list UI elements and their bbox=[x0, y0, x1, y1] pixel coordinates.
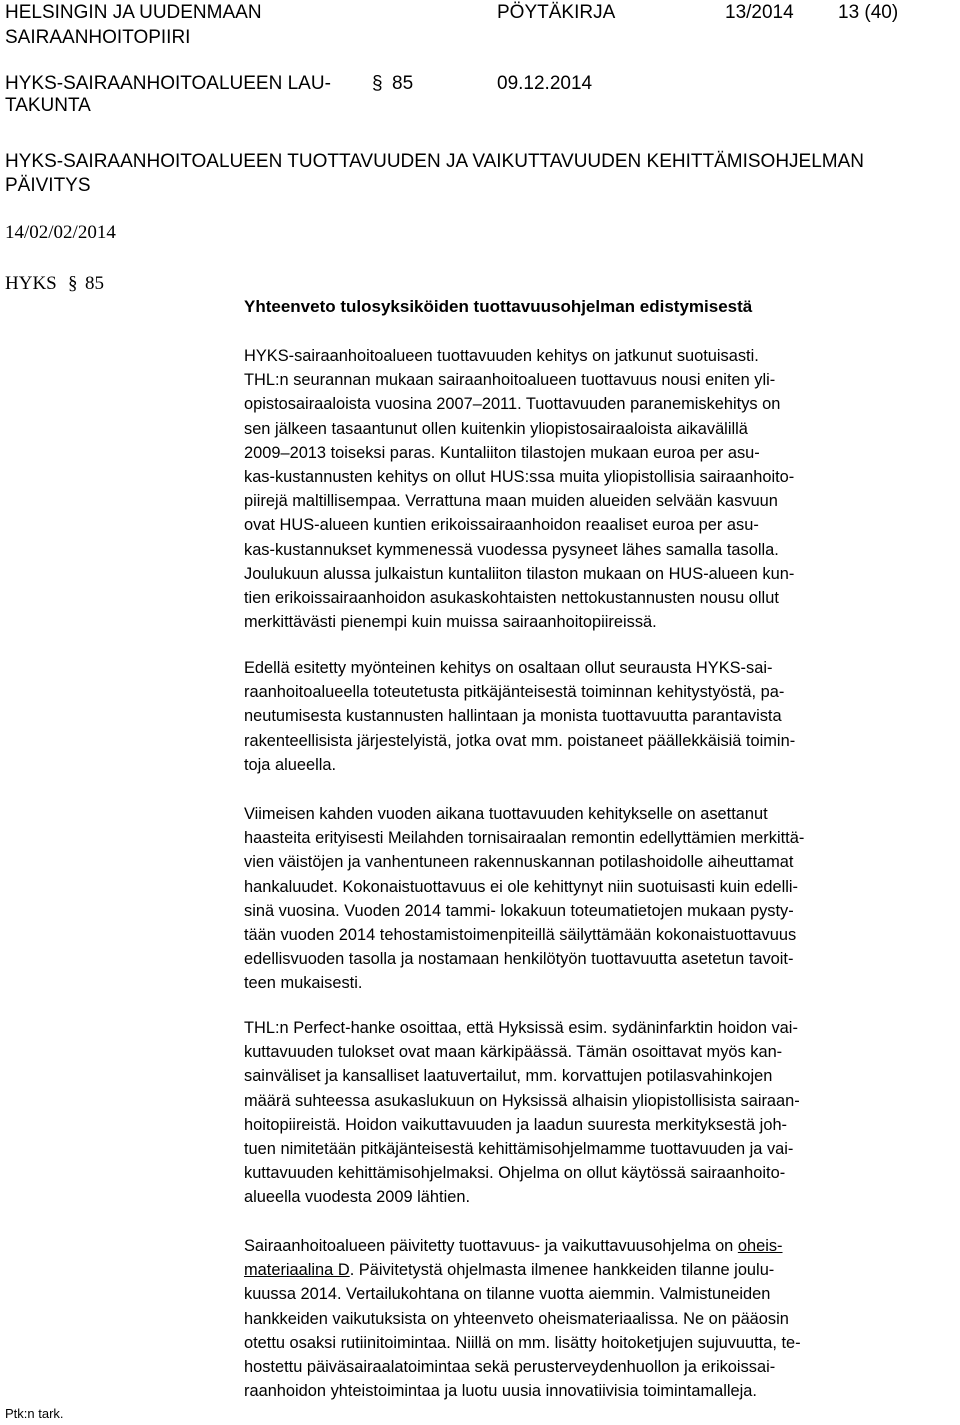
text-line: toja alueella. bbox=[244, 755, 337, 774]
text-line: edellisvuoden tasolla ja nostamaan henkilötyön tuottavuutta asetetun tavoit- bbox=[244, 950, 794, 969]
section-number: 85 bbox=[392, 73, 414, 94]
text-line: Viimeisen kahden vuoden aikana tuottavuuden kehitykselle on asettanut bbox=[244, 805, 768, 823]
attachment-link[interactable]: materiaalina D bbox=[244, 1261, 350, 1280]
doc-type: PÖYTÄKIRJA bbox=[497, 2, 616, 23]
page-title-line1: HYKS-SAIRAANHOITOALUEEN TUOTTAVUUDEN JA VAIKUTTAVUUDEN KEHITTÄMISOHJELMAN bbox=[5, 151, 864, 172]
text-segment: . Päivitetystä ohjelmasta ilmenee hankkeiden tilanne joulu- bbox=[349, 1261, 775, 1280]
text-line: kuttavuuden kehittämisohjelmaksi. Ohjelma on ollut käytössä sairaanhoito- bbox=[244, 1164, 786, 1183]
org-name-line1: HELSINGIN JA UUDENMAAN bbox=[5, 2, 262, 23]
text-line: neutumisesta kustannusten hallintaan ja monista tuottavuutta parantavista bbox=[244, 707, 782, 726]
paragraph-3 bbox=[244, 802, 956, 996]
minutes-checker-label: Ptk:n tark. bbox=[5, 1406, 64, 1421]
page-number: 13 (40) bbox=[838, 2, 899, 23]
text-line bbox=[244, 1258, 956, 1282]
text-line: THL:n seurannan mukaan sairaanhoitoalueen tuottavuus nousi eniten yli- bbox=[244, 371, 776, 390]
meeting-date: 09.12.2014 bbox=[497, 73, 593, 94]
text-line: piirejä maltillisempaa. Verrattuna maan muiden alueiden selvään kasvuun bbox=[244, 492, 778, 511]
text-line: vien väistöjen ja vanhentuneen rakennuskannan potilashoidolle aiheuttamat bbox=[244, 853, 794, 872]
text-line: hoitopiireistä. Hoidon vaikuttavuuden ja laadun suuresta merkityksestä joh- bbox=[244, 1115, 788, 1134]
text-line: hankaluudet. Kokonaistuottavuus ei ole kehittynyt niin suotuisasti kuin edelli- bbox=[244, 877, 798, 896]
section-subtitle: Yhteenveto tulosyksiköiden tuottavuusohjelman edistymisestä bbox=[244, 297, 753, 316]
text-line: kas-kustannukset kymmenessä vuodessa pysyneet lähes samalla tasolla. bbox=[244, 540, 779, 559]
section-ref-number: 85 bbox=[85, 273, 104, 294]
paragraph-2 bbox=[244, 656, 956, 777]
text-line: sen jälkeen tasaantunut ollen kuitenkin yliopistosairaaloista aikavälillä bbox=[244, 419, 748, 438]
text-line: teen mukaisesti. bbox=[244, 974, 363, 993]
text-line: hankkeiden vaikutuksista on yhteenveto oheismateriaalissa. Ne on pääosin bbox=[244, 1309, 789, 1328]
text-line: merkittävästi pienempi kuin muissa sairaanhoitopiireissä. bbox=[244, 613, 657, 632]
text-line: raanhoitoalueella toteutetusta pitkäjänteisestä toiminnan kehitystyöstä, pa- bbox=[244, 683, 785, 702]
text-line: THL:n Perfect-hanke osoittaa, että Hyksissä esim. sydäninfarktin hoidon vai- bbox=[244, 1019, 798, 1037]
text-line: kas-kustannusten kehitys on ollut HUS:ssa muita yliopistollisia sairaanhoito- bbox=[244, 468, 795, 487]
section-sign: § bbox=[372, 73, 383, 94]
text-segment: Sairaanhoitoalueen päivitetty tuottavuus- ja vaikuttavuusohjelma on bbox=[244, 1237, 738, 1255]
reference-code: 14/02/02/2014 bbox=[5, 222, 116, 243]
attachment-link[interactable]: oheis- bbox=[737, 1237, 783, 1255]
text-line: Edellä esitetty myönteinen kehitys on osaltaan ollut seurausta HYKS-sai- bbox=[244, 659, 773, 677]
text-line: tään vuoden 2014 tehostamistoimenpiteillä säilyttämään kokonaistuottavuus bbox=[244, 926, 797, 945]
board-name-line1: HYKS-SAIRAANHOITOALUEEN LAU- bbox=[5, 73, 331, 94]
text-line: tien erikoissairaanhoidon asukaskohtaisten nettokustannusten nousu ollut bbox=[244, 589, 779, 608]
org-name-line2: SAIRAANHOITOPIIRI bbox=[5, 27, 191, 48]
paragraph-5 bbox=[244, 1234, 956, 1403]
board-name-line2: TAKUNTA bbox=[5, 95, 91, 116]
text-line: HYKS-sairaanhoitoalueen tuottavuuden kehitys on jatkunut suotuisasti. bbox=[244, 347, 759, 365]
page-title-line2: PÄIVITYS bbox=[5, 175, 91, 196]
text-line: määrä suhteessa asukaslukuun on Hyksissä alhaisin yliopistollisista sairaan- bbox=[244, 1091, 800, 1110]
text-line: rakenteellisista järjestelyistä, jotka ovat mm. poistaneet päällekkäisiä toimin- bbox=[244, 731, 796, 750]
section-sign: § bbox=[68, 273, 78, 294]
text-line bbox=[244, 1234, 956, 1258]
paragraph-1 bbox=[244, 344, 956, 634]
text-line: tuen nimitetään pitkäjänteisestä kehittämisohjelmamme tuottavuuden ja vai- bbox=[244, 1140, 794, 1159]
text-line: 2009–2013 toiseksi paras. Kuntaliiton tilastojen mukaan euroa per asu- bbox=[244, 443, 760, 462]
text-line: sainväliset ja kansalliset laatuvertailut, mm. korvattujen potilasvahinkojen bbox=[244, 1067, 773, 1086]
text-line: haasteita erityisesti Meilahden tornisairaalan remontin edellyttämien merkittä- bbox=[244, 829, 805, 848]
text-line: raanhoidon yhteistoimintaa ja luotu uusia innovatiivisia toimintamalleja. bbox=[244, 1382, 757, 1401]
text-line: ovat HUS-alueen kuntien erikoissairaanhoidon reaaliset euroa per asu- bbox=[244, 516, 759, 535]
text-line: kuttavuuden tulokset ovat maan kärkipäässä. Tämän osoittavat myös kan- bbox=[244, 1043, 783, 1062]
text-line: hostettu päiväsairaalatoimintaa sekä perusterveydenhuollon ja erikoissai- bbox=[244, 1358, 776, 1377]
paragraph-4 bbox=[244, 1016, 956, 1210]
text-line: kuussa 2014. Vertailukohtana on tilanne vuotta aiemmin. Valmistuneiden bbox=[244, 1285, 771, 1304]
text-line: otettu osaksi rutiinitoimintaa. Niillä on mm. lisätty hoitoketjujen sujuvuutta, te- bbox=[244, 1333, 801, 1352]
text-line: Joulukuun alussa julkaistun kuntaliiton tilaston mukaan on HUS-alueen kun- bbox=[244, 564, 795, 583]
doc-number: 13/2014 bbox=[725, 2, 794, 23]
section-ref-label: HYKS bbox=[5, 273, 57, 294]
text-line: alueella vuodesta 2009 lähtien. bbox=[244, 1188, 471, 1207]
text-line: sinä vuosina. Vuoden 2014 tammi- lokakuun toteumatietojen mukaan pysty- bbox=[244, 901, 794, 920]
text-line: opistosairaaloista vuosina 2007–2011. Tuottavuuden paranemiskehitys on bbox=[244, 395, 781, 414]
